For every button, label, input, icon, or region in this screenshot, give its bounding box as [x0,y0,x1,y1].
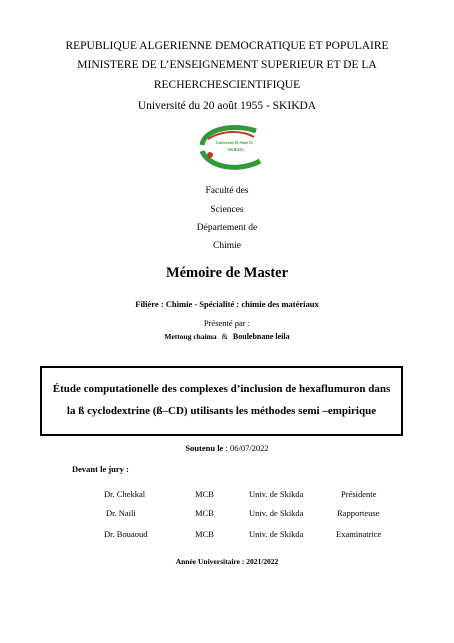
jury-member-name: Dr. Bouaoud [104,529,148,539]
soutenu-line [0,443,454,453]
thesis-title [42,378,401,422]
header-line-ministere: MINISTERE DE L’ENSEIGNEMENT SUPERIEUR ET DE LA [77,59,377,71]
presente-par-label: Présenté par : [203,318,251,328]
jury-member-grade: MCB [195,508,214,518]
thesis-title-line-1: Étude computationelle des complexes d’inclusion de hexaflumuron dans [52,383,391,395]
jury-member-grade: MCB [195,529,214,539]
memoire-title: Mémoire de Master [165,265,289,281]
faculty-line-3: Département de [196,223,258,233]
authors-line [0,332,454,341]
soutenu-label: Soutenu le [185,443,224,453]
jury-member-name: Dr. Chekkal [104,489,146,499]
faculty-line-4: Chimie [213,241,241,251]
jury-member-role: Présidente [341,489,377,499]
authors-separator: & [221,332,228,341]
jury-member-univ: Univ. de Skikda [249,508,304,518]
faculty-line-2: Sciences [210,205,244,215]
filiere-line: Filière : Chimie - Spécialité : chimie des matériaux [135,299,319,309]
header-line-universite: Université du 20 août 1955 - SKIKDA [137,100,317,112]
soutenu-date: : 06/07/2022 [225,443,269,453]
jury-member-role: Rapporteuse [337,508,380,518]
author-2: Boulebnane leila [232,332,290,341]
thesis-title-line-2: la ß cyclodextrine (ß–CD) utilisants les méthodes semi –empirique [66,405,377,417]
jury-member-univ: Univ. de Skikda [249,489,304,499]
author-1: Mettoug chaima [164,332,217,341]
faculty-line-1: Faculté des [205,186,249,196]
logo-text-top: Université 20 Août 55 [216,140,253,145]
thesis-title-box [40,366,403,436]
jury-member-univ: Univ. de Skikda [249,529,304,539]
logo-text-bottom: SKIKDA [228,147,244,152]
jury-label: Devant le jury : [72,464,129,474]
header-line-recherche: RECHERCHESCIENTIFIQUE [153,79,301,91]
annee-universitaire: Année Universitaire : 2021/2022 [175,557,279,566]
university-logo [194,123,270,173]
header-line-republique: REPUBLIQUE ALGERIENNE DEMOCRATIQUE ET POPULAIRE [65,40,389,52]
jury-member-name: Dr. Naili [106,508,136,518]
jury-member-role: Examinatrice [336,529,382,539]
jury-member-grade: MCB [195,489,214,499]
